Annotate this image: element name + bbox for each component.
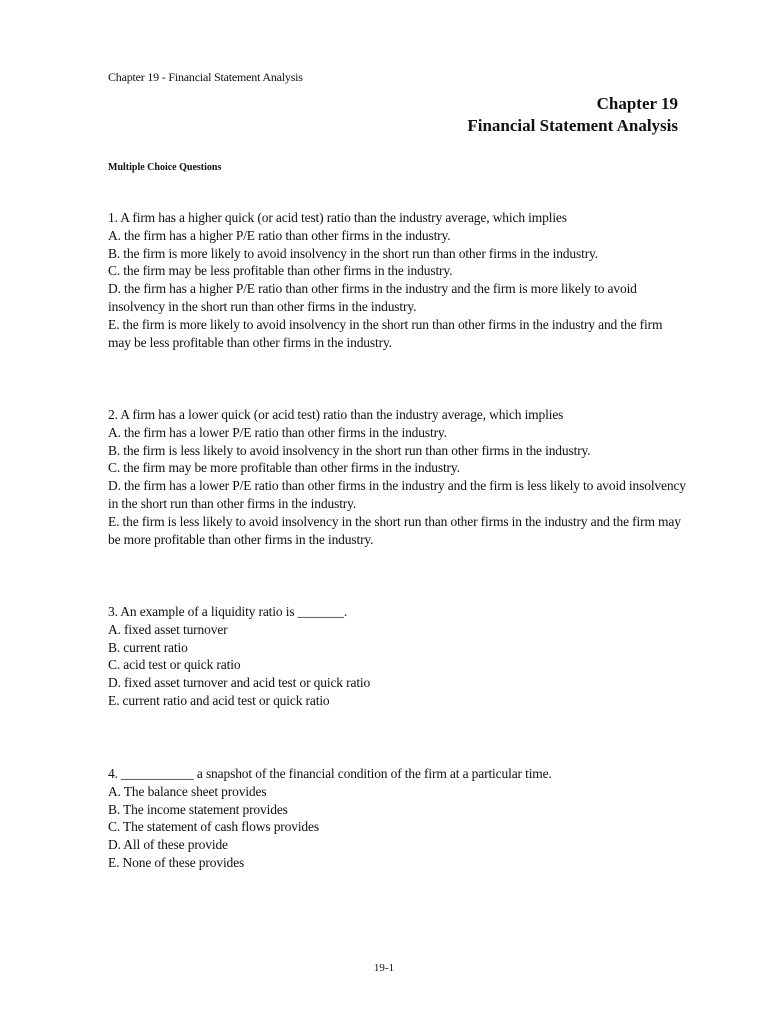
answer-option: B. The income statement provides <box>108 801 288 817</box>
answer-option: B. current ratio <box>108 639 188 655</box>
chapter-title <box>467 93 678 137</box>
answer-option: A. fixed asset turnover <box>108 621 228 637</box>
question-4 <box>108 765 688 872</box>
answer-option: E. the firm is more likely to avoid insolvency in the short run than other firms in the industry and the firm may be less profitable than other firms in the industry. <box>108 316 663 350</box>
answer-option: A. the firm has a higher P/E ratio than other firms in the industry. <box>108 227 451 243</box>
question-2 <box>108 406 688 548</box>
chapter-number: Chapter 19 <box>596 94 678 113</box>
answer-option: E. the firm is less likely to avoid insolvency in the short run than other firms in the industry and the firm may be more profitable than other firms in the industry. <box>108 513 681 547</box>
answer-option: B. the firm is more likely to avoid insolvency in the short run than other firms in the industry. <box>108 245 598 261</box>
answer-option: C. acid test or quick ratio <box>108 657 241 673</box>
answer-option: A. the firm has a lower P/E ratio than other firms in the industry. <box>108 424 447 440</box>
answer-option: B. the firm is less likely to avoid insolvency in the short run than other firms in the industry. <box>108 442 591 458</box>
question-stem: 4. ___________ a snapshot of the financial condition of the firm at a particular time. <box>108 766 552 781</box>
answer-option: E. current ratio and acid test or quick ratio <box>108 692 330 708</box>
running-head: Chapter 19 - Financial Statement Analysis <box>108 70 303 84</box>
answer-option: A. The balance sheet provides <box>108 783 267 799</box>
chapter-name: Financial Statement Analysis <box>467 116 678 135</box>
question-stem: 3. An example of a liquidity ratio is _______. <box>108 604 348 619</box>
question-1 <box>108 209 688 351</box>
question-stem: 2. A firm has a lower quick (or acid test) ratio than the industry average, which implies <box>108 407 564 422</box>
answer-option: D. the firm has a higher P/E ratio than other firms in the industry and the firm is more likely to avoid insolvency in the short run than other firms in the industry. <box>108 281 637 314</box>
question-stem: 1. A firm has a higher quick (or acid test) ratio than the industry average, which implies <box>108 210 567 225</box>
answer-option: D. the firm has a lower P/E ratio than other firms in the industry and the firm is less likely to avoid insolvency in the short run than other firms in the industry. <box>108 478 686 511</box>
answer-option: C. the firm may be less profitable than other firms in the industry. <box>108 263 453 279</box>
answer-option: D. fixed asset turnover and acid test or quick ratio <box>108 675 371 691</box>
question-3 <box>108 603 688 710</box>
page-number: 19-1 <box>373 962 395 974</box>
answer-option: C. The statement of cash flows provides <box>108 819 319 835</box>
answer-option: D. All of these provide <box>108 837 228 853</box>
answer-option: C. the firm may be more profitable than other firms in the industry. <box>108 460 460 476</box>
section-label: Multiple Choice Questions <box>108 162 222 173</box>
answer-option: E. None of these provides <box>108 854 245 870</box>
